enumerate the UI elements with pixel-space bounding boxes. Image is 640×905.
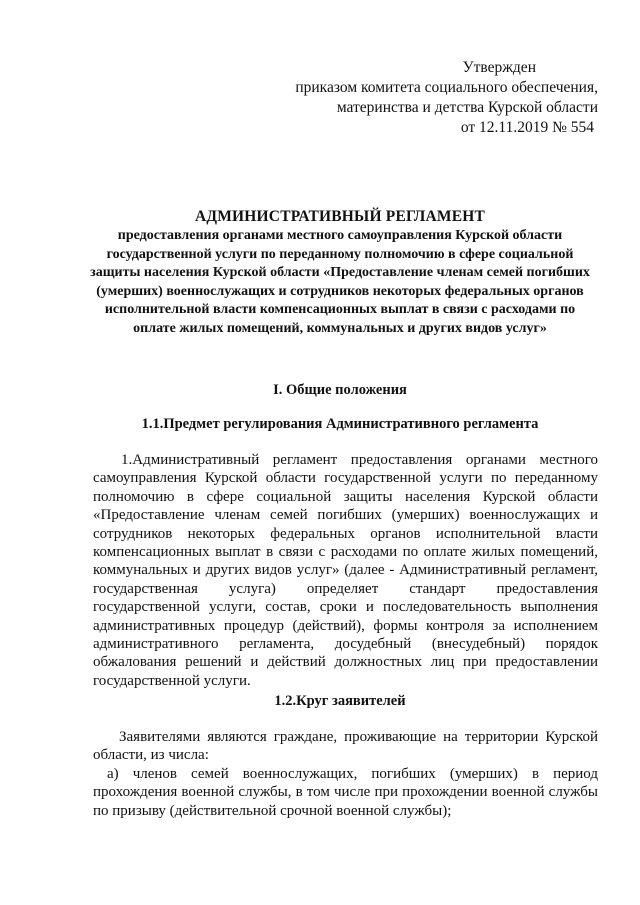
order-line-2: материнства и детства Курской области	[336, 99, 598, 116]
document-subtitle: предоставления органами местного самоуправления Курской области государственной услуги по переданному полномочию в сфере социальной защиты населения Курской области «Предоставление членам семей погибших (умерших) военнослужащих и сотрудников некоторых федеральных органов исполнительной власти компенсационных выплат в связи с расходами по оплате жилых помещений, коммунальных и других видов услуг»	[90, 228, 590, 336]
document-title-block	[90, 207, 590, 339]
paragraph-regulation-subject: 1.Административный регламент предоставления органами местного самоуправления Курской области государственной услуги по переданному полномочию в сфере социальной защиты населения Курской области «Предоставление членам семей погибших (умерших) военнослужащих и сотрудников некоторых федеральных органов исполнительной власти компенсационных выплат в связи с расходами по оплате жилых помещений, коммунальных и других видов услуг» (далее - Административный регламент, государственная услуга) определяет стандарт предоставления государственной услуги, состав, сроки и последовательность выполнения административных процедур (действий), формы контроля за исполнением административного регламента, досудебный (внесудебный) порядок обжалования решений и действий должностных лиц при предоставлении государственной услуги.	[93, 452, 598, 689]
section-heading-general: I. Общие положения	[273, 382, 407, 398]
document-title: АДМИНИСТРАТИВНЫЙ РЕГЛАМЕНТ	[194, 208, 486, 225]
approval-stamp	[295, 58, 598, 138]
paragraph-applicants-intro: Заявителями являются граждане, проживающие на территории Курской области, из числа:	[93, 729, 598, 764]
section-heading-subject: 1.1.Предмет регулирования Административного регламента	[141, 416, 539, 432]
order-line-1: приказом комитета социального обеспечения,	[295, 79, 598, 96]
approved-label: Утвержден	[462, 59, 536, 76]
section-heading-applicants: 1.2.Круг заявителей	[274, 693, 406, 709]
paragraph-applicants-item-a: а) членов семей военнослужащих, погибших (умерших) в период прохождения военной службы, в том числе при прохождении военной службы по призыву (действительной срочной военной службы);	[93, 766, 598, 819]
order-date-number: от 12.11.2019 № 554	[460, 119, 594, 136]
